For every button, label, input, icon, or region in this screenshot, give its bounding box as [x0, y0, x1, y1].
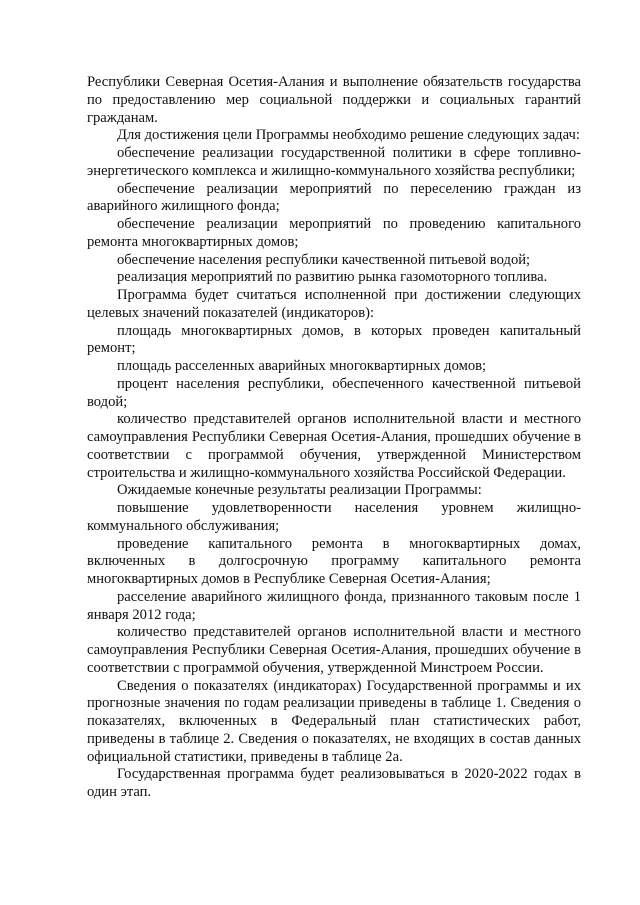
paragraph-task-gas-fuel: реализация мероприятий по развитию рынка газомоторного топлива. — [117, 269, 548, 286]
paragraph-task-capital-repair: обеспечение реализации мероприятий по проведению капитального ремонта многоквартирных домов; — [87, 216, 581, 250]
document-page — [87, 74, 581, 802]
paragraph-indicator-trained-officials: количество представителей органов исполнительной власти и местного самоуправления Республики Северная Осетия-Алания, прошедших обучение в соответствии с программой обучения, утвержденной Министерством строительства и жилищно-коммунального хозяйства Российской Федерации. — [87, 411, 581, 481]
paragraph-task-drinking-water: обеспечение населения республики качественной питьевой водой; — [117, 251, 531, 268]
paragraph-result-capital-repair: проведение капитального ремонта в многоквартирных домах, включенных в долгосрочную программу капитального ремонта многоквартирных домов в Республике Северная Осетия-Алания; — [87, 535, 581, 587]
paragraph-tables-reference: Сведения о показателях (индикаторах) Государственной программы и их прогнозные значения по годам реализации приведены в таблице 1. Сведения о показателях, включенных в Федеральный план статистических работ, приведены в таблице 2. Сведения о показателях, не входящих в состав данных официальной статистики, приведены в таблице 2а. — [87, 677, 581, 765]
paragraph-tasks-intro: Для достижения цели Программы необходимо решение следующих задач: — [117, 127, 580, 144]
paragraph-task-energy-policy: обеспечение реализации государственной политики в сфере топливно-энергетического комплекса и жилищно-коммунального хозяйства республики; — [87, 145, 581, 179]
paragraph-task-resettlement: обеспечение реализации мероприятий по переселению граждан из аварийного жилищного фонда; — [87, 180, 581, 215]
paragraph-indicator-resettled-area: площадь расселенных аварийных многоквартирных домов; — [117, 358, 487, 374]
paragraph-indicator-water-percent: процент населения республики, обеспеченного качественной питьевой водой; — [87, 375, 581, 410]
paragraph-intro-continuation: Республики Северная Осетия-Алания и выполнение обязательств государства по предоставлению мер социальной поддержки и социальных гарантий гражданам. — [87, 74, 581, 126]
paragraph-result-resettlement: расселение аварийного жилищного фонда, признанного таковым после 1 января 2012 года; — [87, 588, 581, 623]
paragraph-result-trained-officials: количество представителей органов исполнительной власти и местного самоуправления Республики Северная Осетия-Алания, прошедших обучение в соответствии с программой обучения, утвержденной Минстроем России. — [87, 624, 581, 676]
paragraph-indicators-intro: Программа будет считаться исполненной при достижении следующих целевых значений показателей (индикаторов): — [87, 287, 581, 321]
paragraph-implementation-period: Государственная программа будет реализовываться в 2020-2022 годах в один этап. — [87, 766, 581, 800]
paragraph-results-intro: Ожидаемые конечные результаты реализации Программы: — [117, 482, 482, 499]
paragraph-indicator-repaired-area: площадь многоквартирных домов, в которых проведен капитальный ремонт; — [87, 322, 581, 357]
paragraph-result-satisfaction: повышение удовлетворенности населения уровнем жилищно-коммунального обслуживания; — [87, 500, 581, 534]
